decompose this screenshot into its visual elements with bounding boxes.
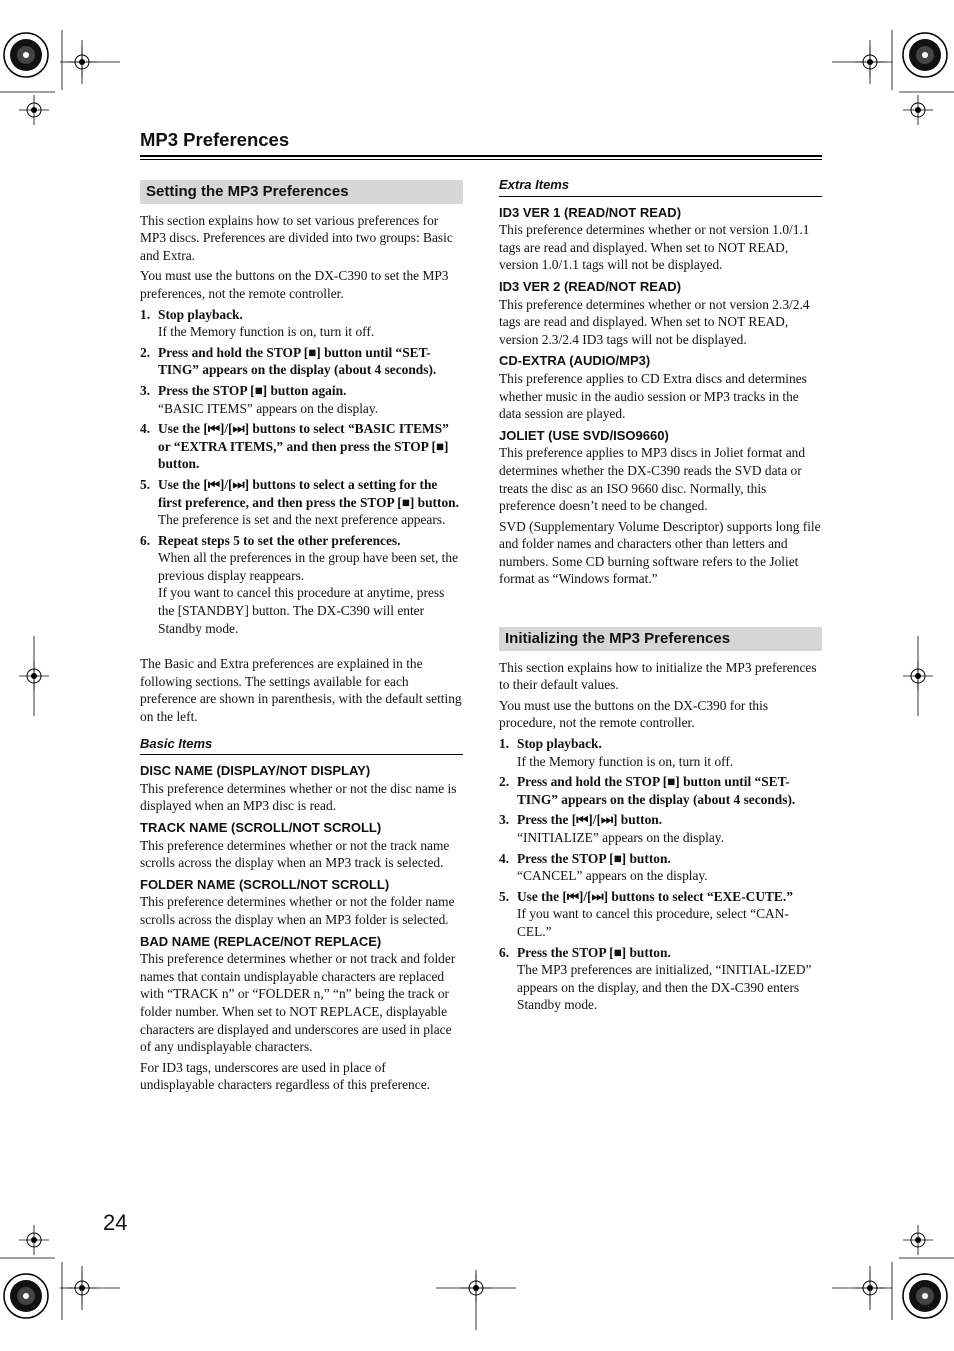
step-item <box>140 306 463 341</box>
step-heading-text: Use the [⏮]/[⏭] buttons to select “BASIC ITEMS” or “EXTRA ITEMS,” and then press the STOP [■] button. <box>158 421 449 472</box>
preference-description: This preference determines whether or not track and folder names that contain undisplayable characters are replaced with “TRACK n” or “FOLDER n,” “n” being the track or folder number. When set to NOT REPLACE, displayable characters are displayed and underscores are used in place of any undisplayable characters. <box>140 951 456 1055</box>
title-rule <box>140 155 822 160</box>
step-item <box>140 420 463 473</box>
step-number: 6. <box>499 944 510 960</box>
step-heading <box>499 888 822 906</box>
step-number: 3. <box>140 382 151 398</box>
step-number: 2. <box>140 344 151 360</box>
step-heading-text: Use the [⏮]/[⏭] buttons to select “EXE-CUTE.” <box>517 888 793 904</box>
step-number: 2. <box>499 774 510 790</box>
step-body-text: If the Memory function is on, turn it off. <box>517 753 734 769</box>
step-heading-text: Stop playback. <box>517 736 602 752</box>
step-number: 5. <box>140 476 151 492</box>
preference-description: This preference applies to MP3 discs in Joliet format and determines whether the DX-C390 reads the SVD data or treats the disc as an ISO 9660 disc. Normally, this preference doesn’t need to be changed. <box>499 445 806 514</box>
step-heading <box>140 420 463 473</box>
intro-paragraph: This section explains how to set various preferences for MP3 discs. Preferences are divided into two groups: Basic and Extra. <box>140 212 453 263</box>
step-item <box>140 532 463 638</box>
step-heading-text: Press the STOP [■] button. <box>517 850 671 866</box>
step-number: 6. <box>140 532 151 548</box>
setting-steps <box>140 306 463 638</box>
step-heading <box>499 773 822 808</box>
preference-title: ID3 VER 2 (READ/NOT READ) <box>499 278 682 294</box>
step-item <box>499 811 822 846</box>
preference-title: ID3 VER 1 (READ/NOT READ) <box>499 204 682 220</box>
page-title: MP3 Preferences <box>140 129 290 150</box>
section-heading-setting: Setting the MP3 Preferences <box>140 180 463 204</box>
step-number: 1. <box>499 736 510 752</box>
step-body-text: “BASIC ITEMS” appears on the display. <box>158 400 379 416</box>
preference-title: TRACK NAME (SCROLL/NOT SCROLL) <box>140 820 382 835</box>
step-body-text: The preference is set and the next preference appears. <box>158 512 446 528</box>
step-heading-text: Press the [⏮]/[⏭] button. <box>517 812 663 828</box>
step-heading <box>499 850 822 868</box>
step-heading-text: Press the STOP [■] button. <box>517 944 671 960</box>
left-column <box>140 180 463 1097</box>
step-heading-text: Press and hold the STOP [■] button until “SET-TING” appears on the display (about 4 seconds). <box>517 774 796 807</box>
step-heading <box>499 944 822 962</box>
step-item <box>499 944 822 1014</box>
preference-title: JOLIET (USE SVD/ISO9660) <box>499 427 669 443</box>
step-heading <box>140 532 463 550</box>
explanation-paragraph: The Basic and Extra preferences are explained in the following sections. The settings available for each preference are shown in parenthesis, with the default setting on the left. <box>140 656 462 725</box>
preference-description: This preference determines whether or not version 1.0/1.1 tags are read and displayed. When set to NOT READ, version 1.0/1.1 tags will not be displayed. <box>499 222 810 273</box>
preference-description: This preference determines whether or not the folder name scrolls across the display when an MP3 folder is selected. <box>140 894 455 927</box>
step-body-text: “CANCEL” appears on the display. <box>517 868 708 884</box>
step-number: 1. <box>140 306 151 322</box>
step-heading-text: Use the [⏮]/[⏭] buttons to select a setting for the first preference, and then press the STOP [■] button. <box>158 476 459 510</box>
preference-title: FOLDER NAME (SCROLL/NOT SCROLL) <box>140 876 390 892</box>
step-item <box>499 735 822 770</box>
step-body-text: The MP3 preferences are initialized, “INITIAL-IZED” appears on the display, and then the DX-C390 enters Standby mode. <box>517 962 812 1013</box>
step-number: 4. <box>140 421 151 437</box>
preference-description: This preference determines whether or not version 2.3/2.4 tags are read and displayed. When set to NOT READ, version 2.3/2.4 ID3 tags will not be displayed. <box>499 296 810 347</box>
preference-title: CD-EXTRA (AUDIO/MP3) <box>499 353 651 369</box>
preference-title: DISC NAME (DISPLAY/NOT DISPLAY) <box>140 763 371 779</box>
preference-description: SVD (Supplementary Volume Descriptor) supports long file and folder names and characters other than letters and numbers. Some CD burning software refers to the Joliet format as “Windows format.” <box>499 518 821 587</box>
step-heading <box>499 811 822 829</box>
step-heading-text: Stop playback. <box>158 306 243 322</box>
preference-description: This preference determines whether or not the disc name is displayed when an MP3 disc is read. <box>140 780 457 814</box>
step-heading <box>140 476 463 511</box>
step-item <box>140 476 463 529</box>
step-heading-text: Repeat steps 5 to set the other preferences. <box>158 532 401 548</box>
step-number: 5. <box>499 888 510 904</box>
step-heading <box>499 735 822 753</box>
section-heading-initializing: Initializing the MP3 Preferences <box>499 627 822 651</box>
step-heading-text: Press the STOP [■] button again. <box>158 382 347 398</box>
intro-paragraph: You must use the buttons on the DX-C390 to set the MP3 preferences, not the remote controller. <box>140 268 449 301</box>
page-number: 24 <box>103 1210 128 1235</box>
step-item <box>140 344 463 379</box>
initializing-steps <box>499 735 822 1014</box>
basic-items-heading: Basic Items <box>140 735 463 756</box>
step-heading <box>140 382 463 400</box>
intro-paragraph: You must use the buttons on the DX-C390 for this procedure, not the remote controller. <box>499 697 769 731</box>
step-body-text: If you want to cancel this procedure at anytime, press the [STANDBY] button. The DX-C390 will enter Standby mode. <box>158 585 445 636</box>
step-item <box>499 888 822 941</box>
step-body-text: “INITIALIZE” appears on the display. <box>517 830 724 845</box>
preference-description: This preference applies to CD Extra discs and determines whether music in the audio session or MP3 tracks in the data session are played. <box>499 370 807 422</box>
step-item <box>140 382 463 417</box>
step-heading <box>140 344 463 379</box>
step-body-text: If the Memory function is on, turn it off. <box>158 324 375 340</box>
step-number: 3. <box>499 812 510 828</box>
step-number: 4. <box>499 850 510 866</box>
step-heading-text: Press and hold the STOP [■] button until “SET-TING” appears on the display (about 4 seconds). <box>158 344 437 378</box>
step-body-text: If you want to cancel this procedure, select “CAN-CEL.” <box>517 906 789 939</box>
intro-paragraph: This section explains how to initialize the MP3 preferences to their default values. <box>499 659 817 693</box>
extra-items-heading: Extra Items <box>499 176 822 197</box>
step-body-text: When all the preferences in the group have been set, the previous display reappears. <box>158 550 459 583</box>
step-heading <box>140 306 463 324</box>
right-column <box>499 176 822 1017</box>
preference-title: BAD NAME (REPLACE/NOT REPLACE) <box>140 933 382 949</box>
preference-description: This preference determines whether or not the track name scrolls across the display when an MP3 track is selected. <box>140 837 450 871</box>
preference-description: For ID3 tags, underscores are used in place of undisplayable characters regardless of this preference. <box>140 1059 430 1093</box>
step-item <box>499 850 822 885</box>
step-item <box>499 773 822 808</box>
